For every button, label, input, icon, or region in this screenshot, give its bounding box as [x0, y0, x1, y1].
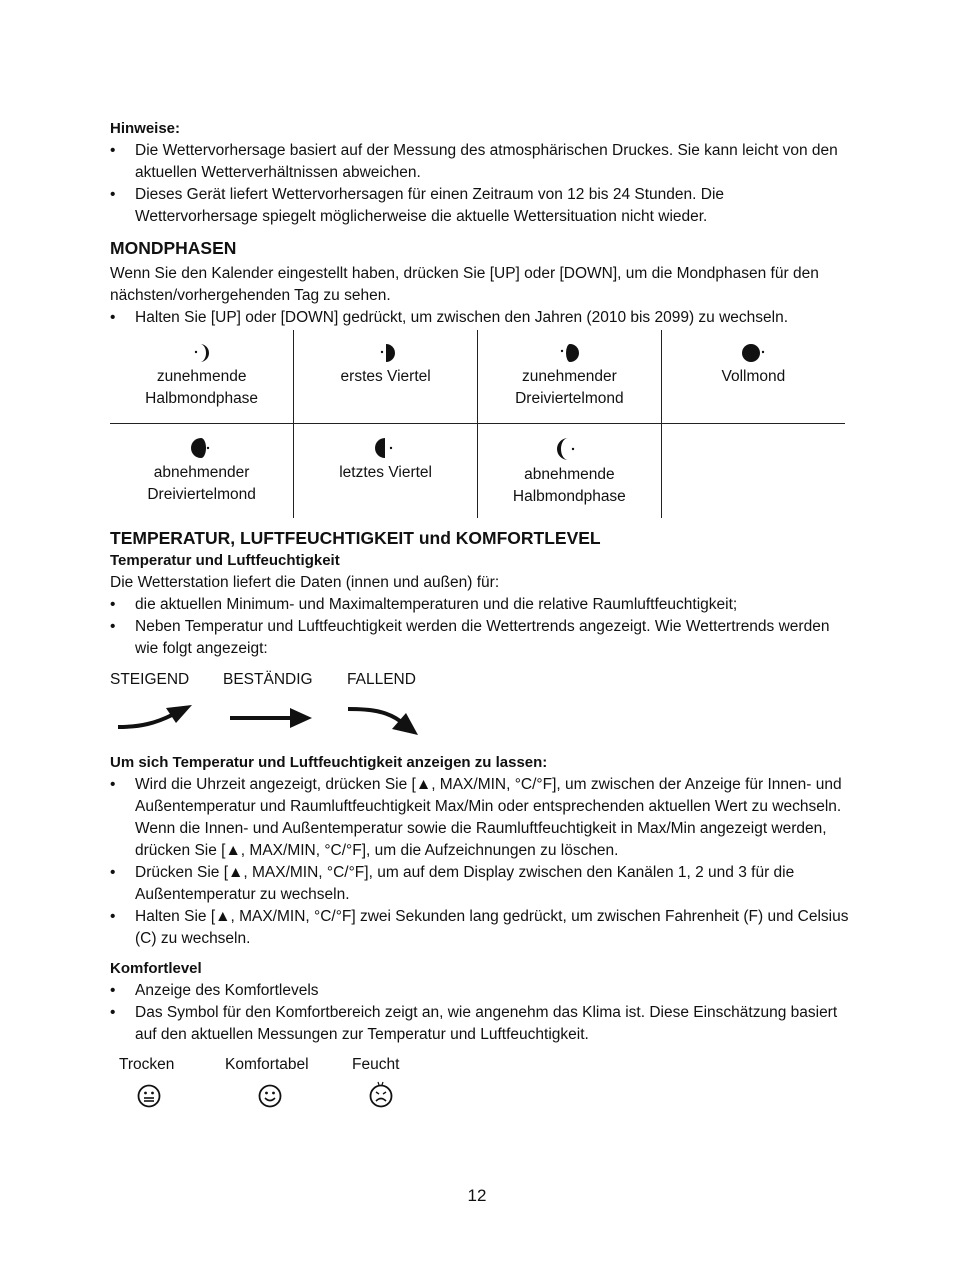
list-item: • Halten Sie [UP] oder [DOWN] gedrückt, um zwischen den Jahren (2010 bis 2099) zu wechseln. [110, 307, 850, 329]
list-item: • Wird die Uhrzeit angezeigt, drücken Sie [▲, MAX/MIN, °C/°F], um zwischen der Anzeige für Innen- und Außentemperatur und Raumluftfeuchtigkeit Max/Min oder entsprechenden aktuellen Wert zu wechseln. Wenn die Innen- und Außentemperatur sowie die Raumluftfeuchtigkeit in Max/Min angezeigt werden, drücken Sie [▲, MAX/MIN, °C/°F], um die Aufzeichnungen zu löschen. [110, 774, 850, 862]
moon-phase-cell: Vollmond [661, 330, 845, 424]
trend-falling-label: FALLEND [347, 671, 416, 688]
trend-rising-label: STEIGEND [110, 671, 190, 688]
list-item: • Dieses Gerät liefert Wettervorhersagen für einen Zeitraum von 12 bis 24 Stunden. Die Wettervorhersage spiegelt möglicherweise die aktuelle Wettersituation nicht wieder. [110, 184, 850, 228]
waning-gibbous-icon [189, 436, 215, 460]
moon-intro: Wenn Sie den Kalender eingestellt haben, drücken Sie [UP] oder [DOWN], um die Mondphasen für den nächsten/vorhergehenden Tag zu sehen. [110, 265, 819, 304]
list-item: • Anzeige des Komfortlevels [110, 980, 850, 1002]
list-item: • Neben Temperatur und Luftfeuchtigkeit werden die Wettertrends angezeigt. Wie Wettertrends werden wie folgt angezeigt: [110, 616, 850, 660]
notes-heading: Hinweise: [110, 120, 181, 137]
comfort-dry-label: Trocken [119, 1056, 175, 1073]
moon-phase-cell: letztes Viertel [294, 424, 478, 519]
list-item: • die aktuellen Minimum- und Maximaltemperaturen und die relative Raumluftfeuchtigkeit; [110, 594, 850, 616]
list-item: • Halten Sie [▲, MAX/MIN, °C/°F] zwei Sekunden lang gedrückt, um zwischen Fahrenheit (F) und Celsius (C) zu wechseln. [110, 906, 850, 950]
manual-page [110, 118, 850, 1114]
arrow-rising-icon [116, 703, 196, 733]
last-quarter-icon [373, 436, 399, 460]
moon-phase-cell: zunehmender Dreiviertelmond [478, 330, 662, 424]
temp-subheading: Temperatur und Luftfeuchtigkeit [110, 552, 340, 569]
full-moon-icon [739, 342, 767, 364]
page-number: 12 [467, 1186, 487, 1205]
moon-phase-cell: abnehmender Dreiviertelmond [110, 424, 294, 519]
list-item: • Drücken Sie [▲, MAX/MIN, °C/°F], um auf dem Display zwischen den Kanälen 1, 2 und 3 für die Außentemperatur zu wechseln. [110, 862, 850, 906]
arrow-steady-icon [228, 703, 314, 733]
moon-list [110, 307, 850, 329]
smiling-face-icon [258, 1084, 282, 1108]
list-item: • Das Symbol für den Komfortbereich zeigt an, wie angenehm das Klima ist. Diese Einschätzung basiert auf den aktuellen Messungen zur Temperatur und Luftfeuchtigkeit. [110, 1002, 850, 1046]
waning-crescent-icon [556, 436, 582, 462]
neutral-face-icon [137, 1084, 161, 1108]
first-quarter-icon [375, 342, 397, 364]
moon-heading: MONDPHASEN [110, 238, 237, 258]
trend-labels [110, 669, 850, 691]
waxing-gibbous-icon [556, 342, 582, 364]
notes-list [110, 140, 850, 228]
moon-phase-cell-empty [661, 424, 845, 519]
moon-phase-cell: erstes Viertel [294, 330, 478, 424]
list-item: • Die Wettervorhersage basiert auf der Messung des atmosphärischen Druckes. Sie kann leicht von den aktuellen Wetterverhältnissen abweichen. [110, 140, 850, 184]
comfort-levels [110, 1054, 850, 1114]
moon-phase-cell: zunehmende Halbmondphase [110, 330, 294, 424]
trend-steady-label: BESTÄNDIG [223, 671, 313, 688]
comfort-heading: Komfortlevel [110, 960, 202, 977]
arrow-falling-icon [346, 703, 422, 737]
temp-list [110, 594, 850, 660]
waxing-crescent-icon [191, 342, 213, 364]
display-list [110, 774, 850, 950]
trend-arrows [110, 703, 850, 743]
comfort-wet-label: Feucht [352, 1056, 400, 1073]
moon-phase-cell: abnehmende Halbmondphase [478, 424, 662, 519]
comfort-comfortable-label: Komfortabel [225, 1056, 309, 1073]
sad-face-icon [368, 1080, 394, 1108]
moon-phase-table [110, 330, 845, 518]
comfort-list [110, 980, 850, 1046]
display-heading: Um sich Temperatur und Luftfeuchtigkeit anzeigen zu lassen: [110, 754, 548, 771]
temp-intro: Die Wetterstation liefert die Daten (innen und außen) für: [110, 574, 500, 591]
temp-heading: TEMPERATUR, LUFTFEUCHTIGKEIT und KOMFORTLEVEL [110, 528, 601, 548]
